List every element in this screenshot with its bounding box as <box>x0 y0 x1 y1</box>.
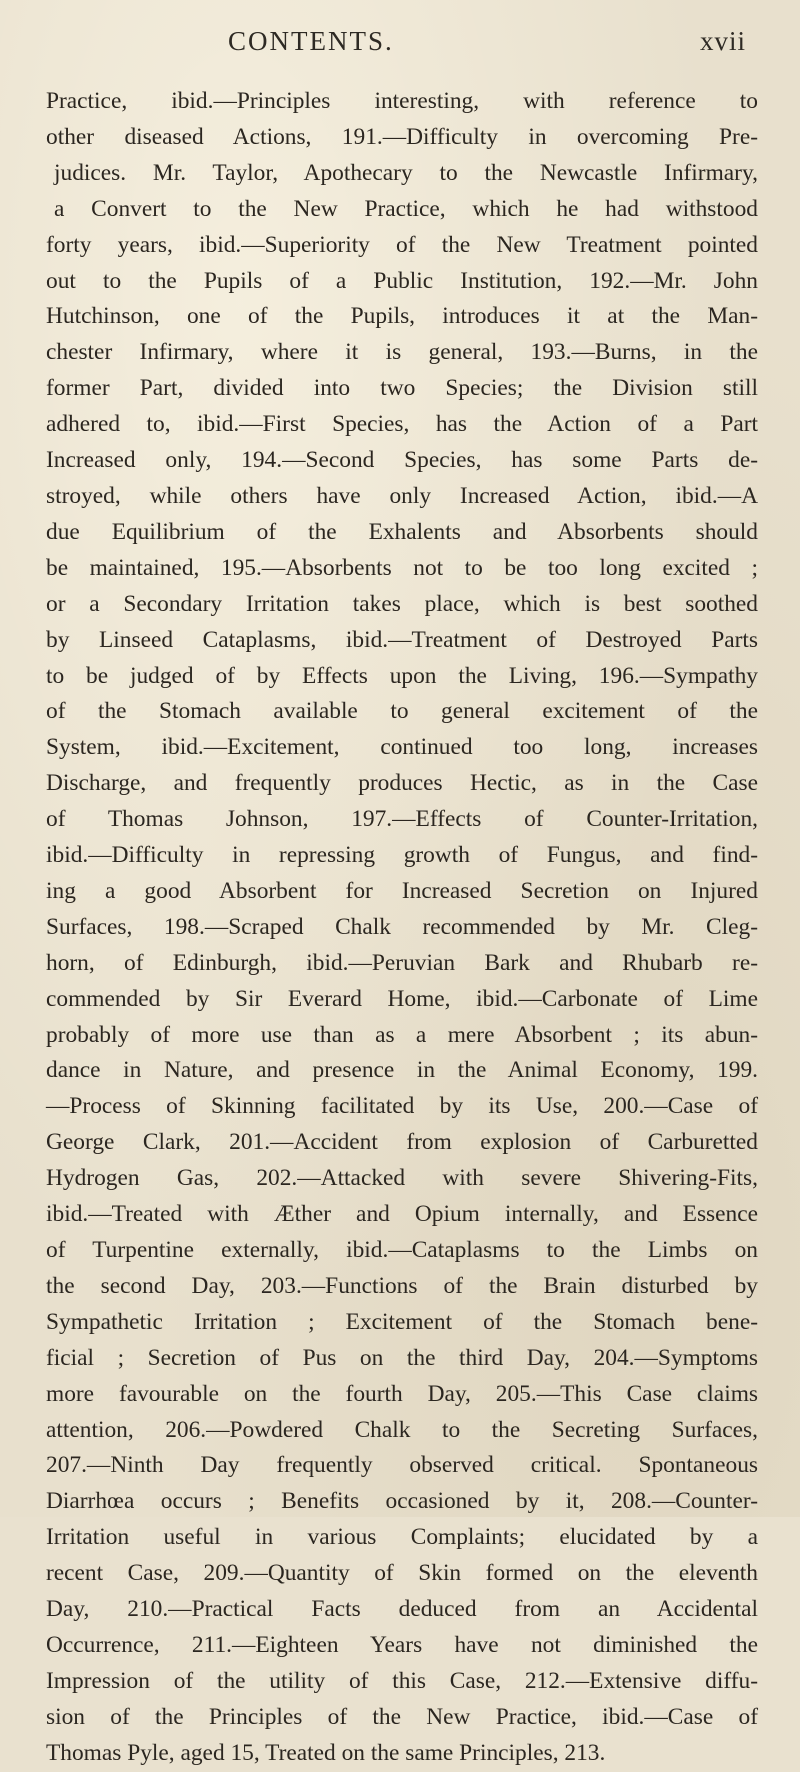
page-header <box>0 26 800 62</box>
text-line: ibid.—Treated with Æther and Opium internally, and Essence <box>46 1201 758 1228</box>
text-line: Day, 210.—Practical Facts deduced from an Accidental <box>46 1596 758 1623</box>
text-line: chester Infirmary, where it is general, 193.—Burns, in the <box>46 339 758 366</box>
text-line: by Linseed Cataplasms, ibid.—Treatment of Destroyed Parts <box>46 626 758 653</box>
text-line: System, ibid.—Excitement, continued too long, increases <box>46 734 758 761</box>
text-line: Surfaces, 198.—Scraped Chalk recommended by Mr. Cleg- <box>46 913 758 940</box>
text-line: attention, 206.—Powdered Chalk to the Secreting Surfaces, <box>46 1416 758 1443</box>
text-line: of the Stomach available to general excitement of the <box>46 698 758 725</box>
text-line: the second Day, 203.—Functions of the Brain disturbed by <box>46 1272 758 1299</box>
running-title: CONTENTS. <box>228 26 394 56</box>
text-line: Hutchinson, one of the Pupils, introduces it at the Man- <box>46 303 758 330</box>
text-line: forty years, ibid.—Superiority of the New Treatment pointed <box>46 231 758 258</box>
contents-paragraph <box>46 84 758 1772</box>
text-line: out to the Pupils of a Public Institution, 192.—Mr. John <box>46 267 758 294</box>
text-line: Practice, ibid.—Principles interesting, with reference to <box>46 88 758 114</box>
page-number: xvii <box>700 26 747 56</box>
text-line: or a Secondary Irritation takes place, which is best soothed <box>46 590 758 617</box>
text-line: 207.—Ninth Day frequently observed critical. Spontaneous <box>46 1452 758 1479</box>
text-line: Sympathetic Irritation ; Excitement of the Stomach bene- <box>46 1308 758 1335</box>
text-line: commended by Sir Everard Home, ibid.—Carbonate of Lime <box>46 985 758 1012</box>
text-line: of Thomas Johnson, 197.—Effects of Counter-Irritation, <box>46 806 758 833</box>
text-line: other diseased Actions, 191.—Difficulty in overcoming Pre- <box>46 123 758 150</box>
text-line: ibid.—Difficulty in repressing growth of Fungus, and find- <box>46 842 758 869</box>
text-line: Occurrence, 211.—Eighteen Years have not diminished the <box>46 1631 758 1658</box>
text-line: recent Case, 209.—Quantity of Skin formed on the eleventh <box>46 1560 758 1587</box>
text-line: sion of the Principles of the New Practice, ibid.—Case of <box>46 1703 758 1730</box>
text-line: probably of more use than as a mere Absorbent ; its abun- <box>46 1021 758 1048</box>
text-line: dance in Nature, and presence in the Animal Economy, 199. <box>46 1057 758 1084</box>
text-line: Thomas Pyle, aged 15, Treated on the same Principles, 213. <box>46 1739 606 1766</box>
text-line: judices. Mr. Taylor, Apothecary to the Newcastle Infirmary, <box>54 159 758 186</box>
text-line: stroyed, while others have only Increased Action, ibid.—A <box>46 482 758 509</box>
text-line: to be judged of by Effects upon the Living, 196.—Sympathy <box>46 662 758 689</box>
text-line: ing a good Absorbent for Increased Secretion on Injured <box>46 877 758 904</box>
text-line: due Equilibrium of the Exhalents and Absorbents should <box>46 518 758 545</box>
text-line: Increased only, 194.—Second Species, has some Parts de- <box>46 447 758 474</box>
text-line: Impression of the utility of this Case, 212.—Extensive diffu- <box>46 1667 758 1694</box>
text-line: horn, of Edinburgh, ibid.—Peruvian Bark and Rhubarb re- <box>46 949 758 976</box>
text-line: of Turpentine externally, ibid.—Cataplasms to the Limbs on <box>46 1237 758 1263</box>
text-line: Irritation useful in various Complaints; elucidated by a <box>46 1524 758 1551</box>
text-line: former Part, divided into two Species; the Division still <box>46 375 758 402</box>
text-line: more favourable on the fourth Day, 205.—This Case claims <box>46 1380 758 1407</box>
text-line: a Convert to the New Practice, which he had withstood <box>54 195 758 222</box>
text-line: Hydrogen Gas, 202.—Attacked with severe Shivering-Fits, <box>46 1165 758 1192</box>
text-line: ficial ; Secretion of Pus on the third Day, 204.—Symptoms <box>46 1344 758 1371</box>
text-line: —Process of Skinning facilitated by its Use, 200.—Case of <box>46 1093 758 1120</box>
text-line: be maintained, 195.—Absorbents not to be too long excited ; <box>46 554 758 581</box>
text-line: George Clark, 201.—Accident from explosion of Carburetted <box>46 1129 758 1156</box>
text-line: Diarrhœa occurs ; Benefits occasioned by it, 208.—Counter- <box>46 1488 758 1515</box>
text-line: adhered to, ibid.—First Species, has the Action of a Part <box>46 411 758 438</box>
text-line: Discharge, and frequently produces Hectic, as in the Case <box>46 770 758 797</box>
